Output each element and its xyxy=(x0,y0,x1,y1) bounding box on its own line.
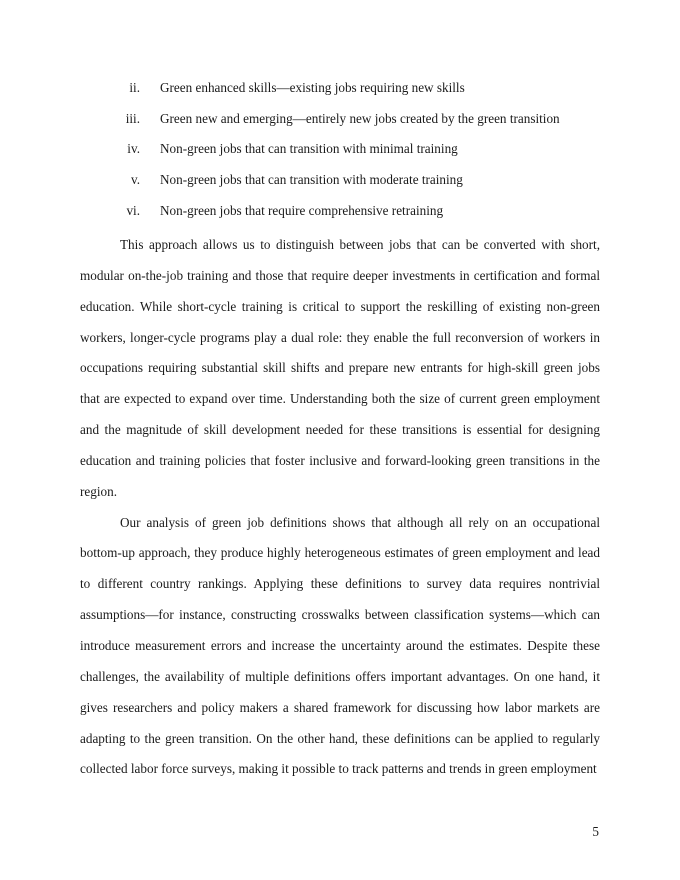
list-item-text: Non-green jobs that can transition with moderate training xyxy=(160,172,463,188)
green-jobs-list xyxy=(0,78,680,231)
list-item-numeral: ii. xyxy=(129,80,140,95)
body-text xyxy=(80,230,600,785)
list-item xyxy=(0,201,680,232)
list-item xyxy=(0,109,680,140)
list-item xyxy=(0,139,680,170)
list-item-numeral: v. xyxy=(130,172,140,188)
list-item xyxy=(0,170,680,201)
list-item-text: Green new and emerging—entirely new jobs created by the green transition xyxy=(160,110,560,126)
body-paragraph: Our analysis of green job definitions shows that although all rely on an occupational bottom-up approach, they produce highly heterogeneous estimates of green employment and lead to different country rankings. Applying these definitions to survey data requires nontrivial assumptions—for instance, constructing crosswalks between classification systems—which can introduce measurement errors and increase the uncertainty around the estimates. Despite these challenges, the availability of multiple definitions offers important advantages. On one hand, it gives researchers and policy makers a shared framework for discussing how labor markets are adapting to the green transition. On the other hand, these definitions can be applied to regularly collected labor force surveys, making it possible to track patterns and trends in green employment xyxy=(80,514,600,777)
list-item-text: Green enhanced skills—existing jobs requiring new skills xyxy=(160,80,465,95)
list-item xyxy=(0,78,680,109)
body-paragraph: This approach allows us to distinguish between jobs that can be converted with short, modular on-the-job training and those that require deeper investments in certification and formal education. While short-cycle training is critical to support the reskilling of existing non-green workers, longer-cycle programs play a dual role: they enable the full reconversion of workers in occupations requiring substantial skill shifts and prepare new entrants for high-skill green jobs that are expected to expand over time. Understanding both the size of current green employment and the magnitude of skill development needed for these transitions is essential for designing education and training policies that foster inclusive and forward-looking green transitions in the region. xyxy=(80,237,600,499)
list-item-text: Non-green jobs that can transition with minimal training xyxy=(160,141,458,157)
list-item-numeral: iv. xyxy=(127,141,140,157)
page-number: 5 xyxy=(592,824,599,839)
list-item-numeral: iii. xyxy=(125,110,140,126)
list-item-text: Non-green jobs that require comprehensive retraining xyxy=(160,202,444,218)
list-item-numeral: vi. xyxy=(126,202,140,218)
